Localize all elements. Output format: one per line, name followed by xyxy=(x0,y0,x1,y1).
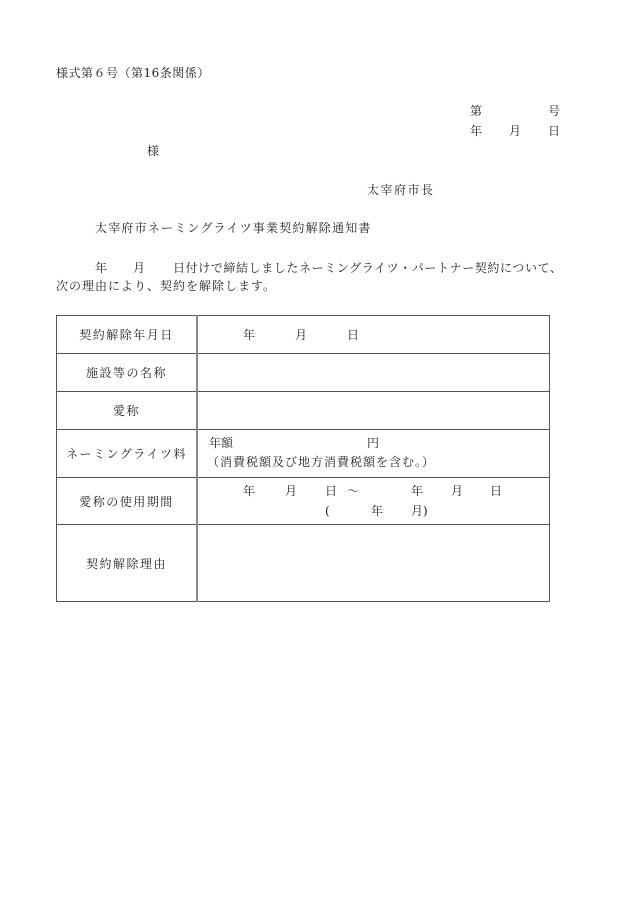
table-row-facility-name xyxy=(57,354,550,392)
start-year: 年 xyxy=(243,484,256,498)
issue-date-year: 年 xyxy=(470,124,483,138)
row-label: 契約解除理由 xyxy=(57,525,198,602)
row-label: 愛称の使用期間 xyxy=(57,478,198,525)
issue-date-day: 日 xyxy=(548,124,561,138)
table-row-termination-reason xyxy=(57,525,550,602)
termination-month: 月 xyxy=(295,328,308,342)
table-row-nickname-period xyxy=(57,478,550,525)
addressee-suffix: 様 xyxy=(147,144,160,158)
document-title: 太宰府市ネーミングライツ事業契約解除通知書 xyxy=(95,221,372,235)
termination-day: 日 xyxy=(347,328,360,342)
row-label: ネーミングライツ料 xyxy=(57,430,198,478)
termination-date-field[interactable] xyxy=(197,316,550,354)
yen-unit: 円 xyxy=(367,436,380,450)
termination-year: 年 xyxy=(243,328,256,342)
end-day: 日 xyxy=(490,484,503,498)
body-line1-text: 日付けで締結しましたネーミングライツ・パートナー契約について、 xyxy=(173,261,563,275)
end-year: 年 xyxy=(411,484,424,498)
start-day: 日 xyxy=(325,484,338,498)
end-month: 月 xyxy=(451,484,464,498)
duration-open-paren: ( xyxy=(325,504,330,518)
table-row-nickname xyxy=(57,392,550,430)
row-label: 契約解除年月日 xyxy=(57,316,198,354)
naming-rights-fee-field[interactable] xyxy=(197,430,550,478)
termination-reason-field[interactable] xyxy=(197,525,550,602)
row-label: 施設等の名称 xyxy=(57,354,198,392)
tax-note: （消費税額及び地方消費税額を含む。） xyxy=(207,455,436,469)
nickname-field[interactable] xyxy=(197,392,550,430)
start-month: 月 xyxy=(285,484,298,498)
row-label: 愛称 xyxy=(57,392,198,430)
table-row-naming-rights-fee xyxy=(57,430,550,478)
termination-info-table xyxy=(56,315,550,602)
duration-month: 月) xyxy=(411,504,428,518)
issue-date-month: 月 xyxy=(509,124,522,138)
nickname-period-field[interactable] xyxy=(197,478,550,525)
period-tilde: ～ xyxy=(347,484,360,498)
facility-name-field[interactable] xyxy=(197,354,550,392)
table-row-termination-date xyxy=(57,316,550,354)
document-number-prefix: 第 xyxy=(470,104,483,118)
document-number-suffix: 号 xyxy=(548,104,561,118)
body-line1-month: 月 xyxy=(133,261,146,275)
body-line2-text: 次の理由により、契約を解除します。 xyxy=(56,279,277,293)
body-line1-year: 年 xyxy=(95,261,108,275)
form-id: 様式第６号（第16条関係） xyxy=(56,66,210,80)
annual-label: 年額 xyxy=(209,436,234,450)
sender: 太宰府市長 xyxy=(367,183,435,197)
duration-year: 年 xyxy=(371,504,384,518)
